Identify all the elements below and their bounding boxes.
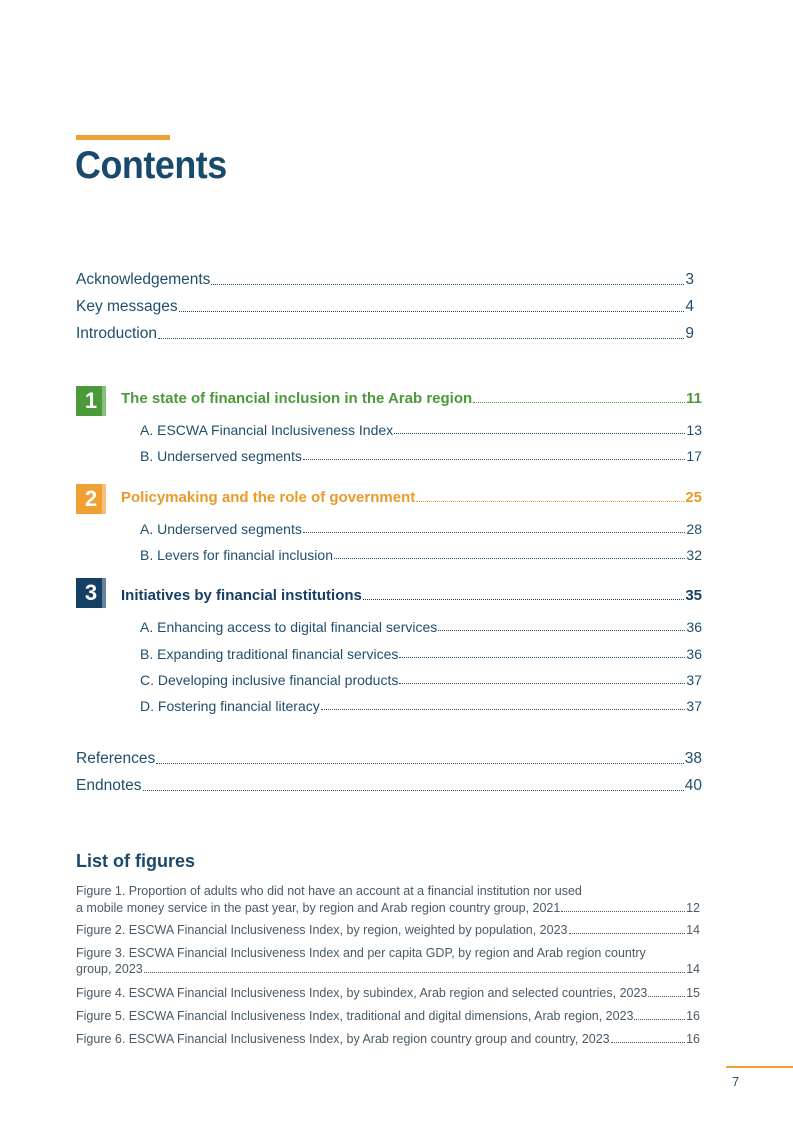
figure-page: 16 [686,1009,700,1023]
figure-page: 14 [686,962,700,976]
figure-entry-4[interactable] [76,986,700,1000]
toc-section-2a[interactable] [140,521,702,537]
section-page: 32 [686,547,702,563]
figure-3-line-1: Figure 3. ESCWA Financial Inclusiveness Index and per capita GDP, by region and Arab region country [76,946,646,960]
dot-leader [634,1019,685,1020]
figure-entry-3[interactable] [76,962,700,976]
section-page: 28 [686,521,702,537]
section-page: 37 [686,672,702,688]
toc-entry-endnotes[interactable] [76,777,702,795]
chapter-page: 25 [685,489,702,506]
dot-leader [143,790,684,791]
figure-label: Figure 2. ESCWA Financial Inclusiveness Index, by region, weighted by population, 2023 [76,923,568,937]
figure-page: 15 [686,986,700,1000]
dot-leader [158,338,684,339]
dot-leader [569,933,686,934]
dot-leader [303,459,686,460]
toc-chapter-3[interactable] [121,587,702,604]
toc-section-1b[interactable] [140,448,702,464]
dot-leader [363,599,684,600]
title-accent-bar [76,135,170,140]
toc-entry-references[interactable] [76,750,702,768]
figure-entry-2[interactable] [76,923,700,937]
dot-leader [399,657,685,658]
toc-entry-acknowledgements[interactable] [76,271,694,289]
toc-entry-page: 4 [685,298,694,315]
dot-leader [179,311,685,312]
toc-entry-page: 9 [685,325,694,342]
chapter-title: Policymaking and the role of government [121,489,416,506]
dot-leader [321,709,686,710]
toc-entry-label: Key messages [76,298,178,315]
section-page: 36 [686,619,702,635]
toc-entry-label: Acknowledgements [76,271,211,288]
list-of-figures-heading: List of figures [76,851,196,871]
dot-leader [394,433,685,434]
section-label: A. Enhancing access to digital financial services [140,619,438,635]
page-title: Contents [75,144,227,187]
toc-section-3b[interactable] [140,646,702,662]
section-label: D. Fostering financial literacy [140,698,320,714]
toc-section-3c[interactable] [140,672,702,688]
page-number: 7 [732,1074,740,1089]
toc-chapter-2[interactable] [121,489,702,506]
toc-section-3d[interactable] [140,698,702,714]
section-label: C. Developing inclusive financial products [140,672,399,688]
chapter-page: 35 [685,587,702,604]
figure-1-line-1: Figure 1. Proportion of adults who did not have an account at a financial institution nor used [76,884,582,898]
dot-leader [399,683,685,684]
toc-entry-page: 3 [685,271,694,288]
toc-section-2b[interactable] [140,547,702,563]
dot-leader [156,763,683,764]
chapter-title: Initiatives by financial institutions [121,587,362,604]
chapter-1-number-badge: 1 [76,386,106,416]
toc-entry-page: 38 [684,750,702,767]
figure-label: Figure 4. ESCWA Financial Inclusiveness Index, by subindex, Arab region and selected countries, 2023 [76,986,648,1000]
section-label: B. Levers for financial inclusion [140,547,333,563]
section-page: 36 [686,646,702,662]
section-label: B. Underserved segments [140,448,302,464]
dot-leader [211,284,684,285]
figure-entry-6[interactable] [76,1032,700,1046]
toc-entry-key-messages[interactable] [76,298,694,316]
dot-leader [438,630,685,631]
dot-leader [473,402,685,403]
chapter-2-number-badge: 2 [76,484,106,514]
chapter-page: 11 [686,390,702,407]
toc-entry-label: Introduction [76,325,157,342]
toc-entry-label: References [76,750,156,767]
figure-label: Figure 5. ESCWA Financial Inclusiveness Index, traditional and digital dimensions, Arab region, 2023 [76,1009,634,1023]
dot-leader [561,911,685,912]
figure-page: 16 [686,1032,700,1046]
footer-rule [726,1066,793,1068]
dot-leader [144,972,685,973]
chapter-title: The state of financial inclusion in the Arab region [121,390,473,407]
figure-label: a mobile money service in the past year, by region and Arab region country group, 2021 [76,901,561,915]
figure-entry-1[interactable] [76,901,700,915]
figure-page: 14 [686,923,700,937]
figure-page: 12 [686,901,700,915]
figure-entry-5[interactable] [76,1009,700,1023]
section-label: A. Underserved segments [140,521,302,537]
toc-chapter-1[interactable] [121,390,702,407]
dot-leader [334,558,685,559]
dot-leader [416,501,684,502]
section-page: 17 [686,448,702,464]
section-label: A. ESCWA Financial Inclusiveness Index [140,422,394,438]
dot-leader [303,532,686,533]
chapter-3-number-badge: 3 [76,578,106,608]
section-page: 13 [686,422,702,438]
figure-label: Figure 6. ESCWA Financial Inclusiveness Index, by Arab region country group and country, 2023 [76,1032,610,1046]
dot-leader [648,996,685,997]
figure-label: group, 2023 [76,962,143,976]
toc-section-3a[interactable] [140,619,702,635]
toc-section-1a[interactable] [140,422,702,438]
section-label: B. Expanding traditional financial services [140,646,399,662]
toc-entry-label: Endnotes [76,777,142,794]
section-page: 37 [686,698,702,714]
toc-entry-introduction[interactable] [76,325,694,343]
toc-entry-page: 40 [684,777,702,794]
dot-leader [611,1042,685,1043]
